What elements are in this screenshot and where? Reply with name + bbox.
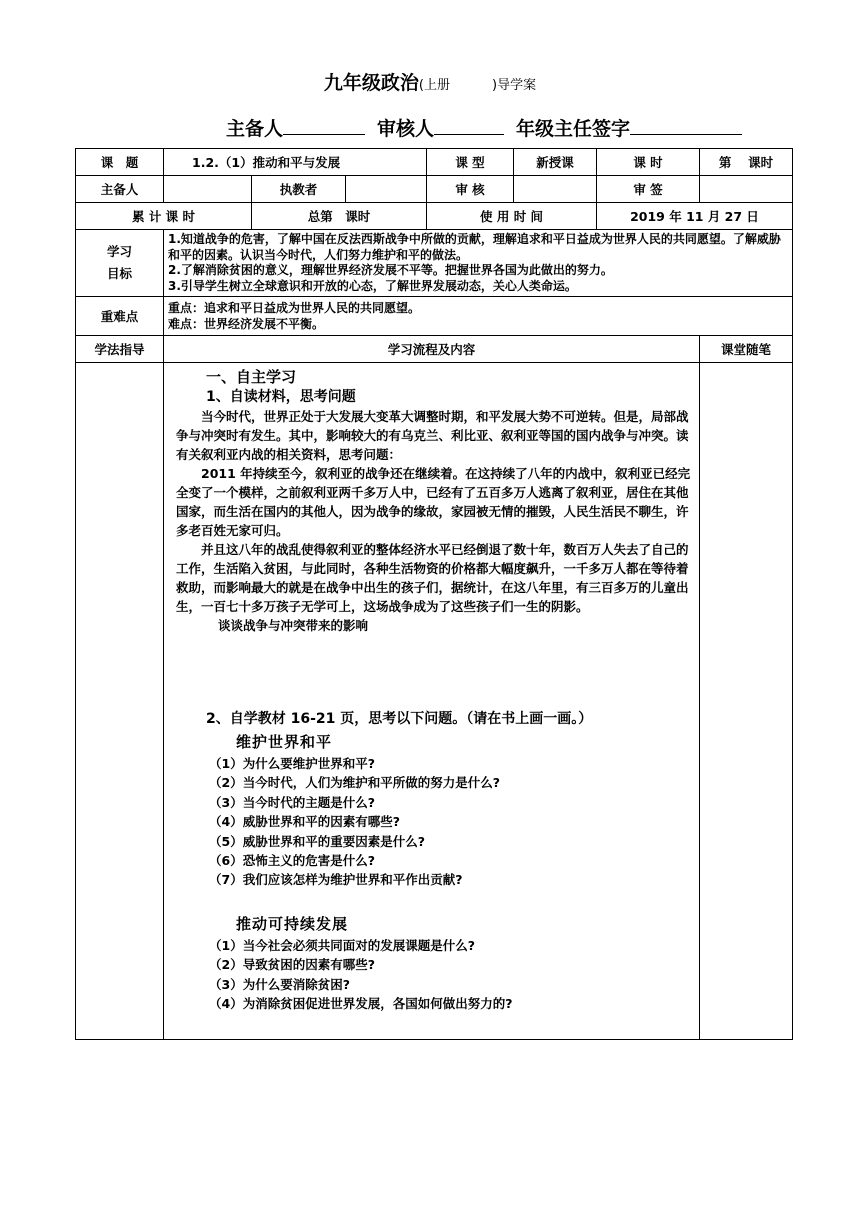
reading-paragraph: 并且这八年的战乱使得叙利亚的整体经济水平已经倒退了数十年，数百万人失去了自己的工作，生活陷入贫困，与此同时，各种生活物资的价格都大幅度飙升，一千多万人都在等待着救助，而影响最大的就是在战争中出生的孩子们，据统计，在这八年里，有三百多万的儿童出生，一百七十多万孩子无学可上，这场战争成为了这些孩子们一生的阴影。	[176, 542, 689, 614]
reading-paragraph: 当今时代，世界正处于大发展大变革大调整时期，和平发展大势不可逆转。但是，局部战争与冲突时有发生。其中，影响较大的有乌克兰、利比亚、叙利亚等国的国内战争与冲突。读有关叙利亚内战的相关资料，思考问题：	[176, 409, 689, 462]
type-value: 新授课	[514, 149, 597, 176]
peace-question: （3）当今时代的主题是什么?	[209, 794, 375, 810]
lesson-plan-table	[75, 148, 793, 1040]
develop-question: （2）导致贫困的因素有哪些?	[209, 957, 375, 973]
keypoints-content	[164, 297, 793, 336]
learning-content	[164, 363, 700, 1040]
hours-label: 课 时	[597, 149, 700, 176]
type-label: 课 型	[427, 149, 514, 176]
sign-value[interactable]	[700, 176, 793, 203]
develop-question: （4）为消除贫困促进世界发展，各国如何做出努力的?	[209, 996, 513, 1012]
keypoints-label: 重难点	[76, 297, 164, 336]
preparer-label: 主备人	[76, 176, 164, 203]
key-point: 重点：追求和平日益成为世界人民的共同愿望。	[168, 301, 421, 315]
peace-question: （1）为什么要维护世界和平?	[209, 756, 375, 771]
section1-title: 一、自主学习	[206, 368, 297, 386]
develop-title: 推动可持续发展	[236, 914, 349, 933]
discussion-prompt: 谈谈战争与冲突带来的影响	[218, 618, 369, 633]
peace-question: （4）威胁世界和平的因素有哪些?	[209, 814, 400, 830]
review-value[interactable]	[514, 176, 597, 203]
cumulative-label: 累 计 课 时	[76, 203, 252, 230]
sign-reviewer-blank	[434, 118, 504, 135]
goal-item: 2.了解消除贫困的意义，理解世界经济发展不平等。把握世界各国为此做出的努力。	[168, 263, 613, 277]
sign-preparer-blank	[283, 118, 365, 135]
difficult-point: 难点：世界经济发展不平衡。	[168, 317, 325, 331]
review-label: 审 核	[427, 176, 514, 203]
sign-director-label: 年级主任签字	[516, 118, 631, 140]
method-label: 学法指导	[76, 336, 164, 363]
develop-question: （3）为什么要消除贫困?	[209, 976, 350, 992]
sign-label: 审 签	[597, 176, 700, 203]
goals-content	[164, 230, 793, 297]
sign-preparer-label: 主备人	[226, 118, 284, 140]
goal-item: 3.引导学生树立全球意识和开放的心态，了解世界发展动态，关心人类命运。	[168, 278, 577, 293]
use-time-label: 使 用 时 间	[427, 203, 597, 230]
reading-paragraph: 2011 年持续至今，叙利亚的战争还在继续着。在这持续了八年的内战中，叙利亚已经完全变了一个模样，之前叙利亚两千多万人中，已经有了五百多万人逃离了叙利亚，居住在其他国家，而生活在国内的其他人，因为战争的缘故，家园被无情的摧毁，人民生活民不聊生，许多老百姓无家可归。	[176, 466, 691, 538]
sign-reviewer-label: 审核人	[377, 118, 435, 140]
goals-label	[76, 230, 164, 297]
period-value: 第 课时	[700, 149, 793, 176]
notes-cell[interactable]	[700, 363, 793, 1040]
topic-label: 课 题	[76, 149, 164, 176]
title-paren-open: (上册	[418, 78, 450, 93]
peace-question: （2）当今时代，人们为维护和平所做的努力是什么?	[209, 775, 500, 791]
document-title	[0, 68, 860, 95]
date-value: 2019 年 11 月 27 日	[597, 203, 793, 230]
total-label: 总第 课时	[252, 203, 427, 230]
teacher-value[interactable]	[346, 176, 427, 203]
topic-value: 1.2.（1）推动和平与发展	[164, 149, 427, 176]
peace-question: （7）我们应该怎样为维护世界和平作出贡献?	[209, 872, 463, 888]
section2-title: 2、自学教材 16-21 页，思考以下问题。（请在书上画一画。）	[206, 711, 593, 727]
notes-label: 课堂随笔	[700, 336, 793, 363]
signature-line	[226, 114, 742, 141]
peace-question: （5）威胁世界和平的重要因素是什么?	[209, 833, 425, 849]
method-cell[interactable]	[76, 363, 164, 1040]
title-paren-close: )导学案	[492, 78, 537, 93]
goals-label-line2: 目标	[106, 266, 132, 281]
title-main: 九年级政治	[323, 72, 419, 94]
section1-sub: 1、自读材料，思考问题	[206, 389, 356, 405]
goal-item: 1.知道战争的危害，了解中国在反法西斯战争中所做的贡献，理解追求和平日益成为世界人民的共同愿望。了解威胁和平的因素。认识当今时代，人们努力维护和平的做法。	[168, 232, 781, 262]
develop-question: （1）当今社会必须共同面对的发展课题是什么?	[209, 937, 475, 953]
goals-label-line1: 学习	[106, 244, 132, 259]
teacher-label: 执教者	[252, 176, 346, 203]
preparer-value[interactable]	[164, 176, 252, 203]
peace-question: （6）恐怖主义的危害是什么?	[209, 853, 375, 869]
process-label: 学习流程及内容	[164, 336, 700, 363]
sign-director-blank	[630, 118, 742, 135]
peace-title: 维护世界和平	[236, 733, 333, 751]
